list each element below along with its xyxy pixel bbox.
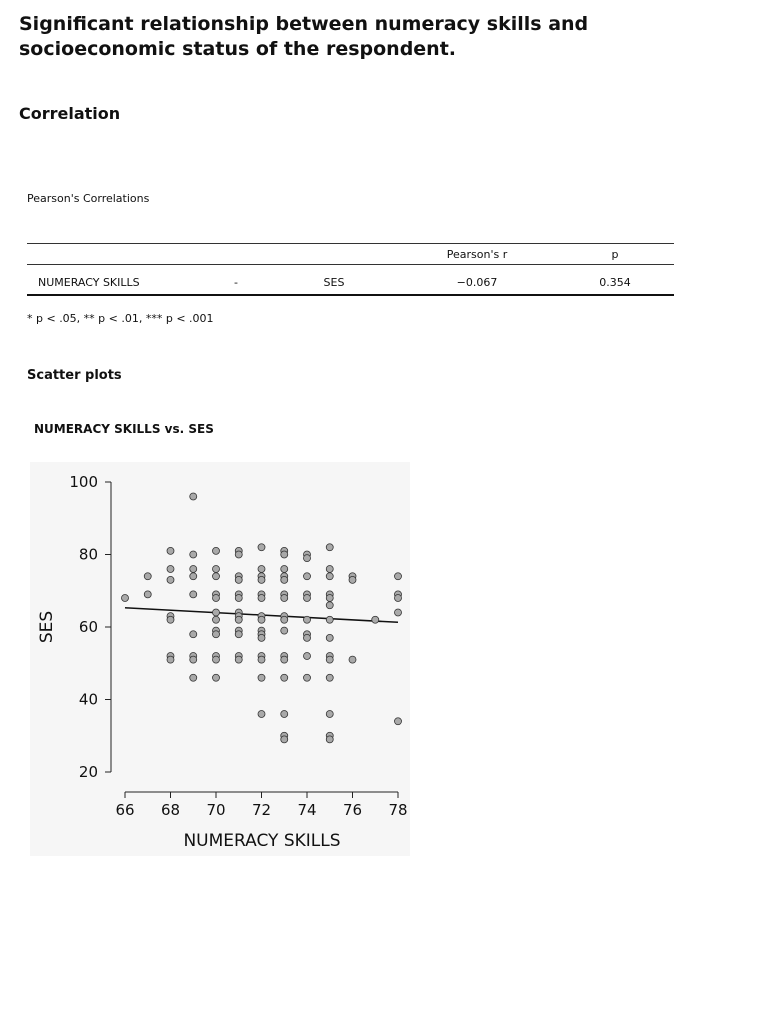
data-point — [281, 576, 288, 583]
y-axis-title: SES — [37, 610, 57, 644]
row-variable-2: SES — [270, 265, 398, 296]
data-point — [395, 718, 402, 725]
data-point — [326, 566, 333, 573]
data-point — [326, 602, 333, 609]
data-point — [349, 576, 356, 583]
data-point — [326, 656, 333, 663]
data-point — [235, 576, 242, 583]
data-point — [395, 595, 402, 602]
data-point — [258, 674, 265, 681]
data-point — [258, 616, 265, 623]
data-point — [190, 573, 197, 580]
y-tick-label: 40 — [78, 690, 98, 709]
x-tick-label: 70 — [206, 801, 226, 819]
correlation-table — [27, 243, 674, 296]
data-point — [213, 616, 220, 623]
data-point — [144, 591, 151, 598]
x-tick-label: 72 — [251, 801, 272, 819]
data-point — [281, 674, 288, 681]
scatter-plots-title: Scatter plots — [27, 368, 122, 383]
x-axis-title: NUMERACY SKILLS — [183, 831, 341, 851]
data-point — [326, 711, 333, 718]
data-point — [235, 595, 242, 602]
data-point — [190, 631, 197, 638]
data-point — [167, 547, 174, 554]
data-point — [213, 547, 220, 554]
data-point — [213, 573, 220, 580]
data-point — [372, 616, 379, 623]
data-point — [235, 631, 242, 638]
data-point — [258, 656, 265, 663]
data-point — [258, 595, 265, 602]
data-point — [281, 566, 288, 573]
y-tick-label: 60 — [78, 618, 98, 636]
table-row — [27, 265, 674, 296]
data-point — [167, 616, 174, 623]
y-tick-label: 20 — [78, 763, 98, 781]
data-point — [304, 573, 311, 580]
x-tick-label: 76 — [342, 801, 363, 819]
data-point — [395, 609, 402, 616]
data-point — [258, 634, 265, 641]
data-point — [235, 616, 242, 623]
data-point — [258, 566, 265, 573]
data-point — [213, 609, 220, 616]
data-point — [281, 551, 288, 558]
data-point — [213, 631, 220, 638]
data-point — [304, 634, 311, 641]
table-caption: Pearson's Correlations — [27, 192, 150, 205]
data-point — [190, 656, 197, 663]
data-point — [304, 653, 311, 660]
row-variable-1: NUMERACY SKILLS — [27, 265, 202, 296]
y-tick-label: 100 — [69, 473, 98, 491]
header-pearsons-r: Pearson's r — [398, 244, 556, 265]
data-point — [190, 493, 197, 500]
data-point — [281, 711, 288, 718]
data-point — [304, 674, 311, 681]
data-point — [326, 595, 333, 602]
data-point — [326, 736, 333, 743]
data-point — [167, 656, 174, 663]
data-point — [213, 566, 220, 573]
data-point — [304, 555, 311, 562]
data-point — [235, 656, 242, 663]
data-point — [395, 573, 402, 580]
data-point — [122, 595, 129, 602]
data-point — [258, 544, 265, 551]
data-point — [281, 616, 288, 623]
table-footnote: * p < .05, ** p < .01, *** p < .001 — [27, 312, 214, 325]
data-point — [281, 656, 288, 663]
data-point — [213, 656, 220, 663]
row-p-value: 0.354 — [556, 265, 674, 296]
data-point — [190, 591, 197, 598]
scatter-plot — [30, 462, 410, 856]
data-point — [281, 736, 288, 743]
data-point — [349, 656, 356, 663]
data-point — [213, 674, 220, 681]
data-point — [281, 595, 288, 602]
data-point — [326, 573, 333, 580]
row-dash: - — [202, 265, 270, 296]
data-point — [326, 544, 333, 551]
row-pearsons-r-value: −0.067 — [398, 265, 556, 296]
data-point — [213, 595, 220, 602]
y-tick-label: 80 — [78, 545, 98, 564]
data-point — [326, 634, 333, 641]
section-title-correlation: Correlation — [19, 104, 121, 123]
data-point — [167, 576, 174, 583]
scatter-plot-title: NUMERACY SKILLS vs. SES — [34, 422, 214, 436]
page-title: Significant relationship between numeracy skills and socioeconomic status of the respondent. — [19, 13, 589, 60]
data-point — [144, 573, 151, 580]
data-point — [304, 616, 311, 623]
data-point — [258, 711, 265, 718]
data-point — [190, 674, 197, 681]
header-p: p — [556, 244, 674, 265]
data-point — [190, 551, 197, 558]
data-point — [281, 627, 288, 634]
data-point — [258, 576, 265, 583]
table-header-row — [27, 244, 674, 265]
data-point — [235, 551, 242, 558]
x-tick-label: 78 — [388, 801, 408, 819]
x-tick-label: 68 — [160, 801, 181, 819]
x-tick-label: 66 — [115, 801, 135, 819]
data-point — [326, 616, 333, 623]
data-point — [190, 566, 197, 573]
data-point — [167, 566, 174, 573]
data-point — [304, 595, 311, 602]
x-tick-label: 74 — [297, 801, 317, 819]
data-point — [326, 674, 333, 681]
